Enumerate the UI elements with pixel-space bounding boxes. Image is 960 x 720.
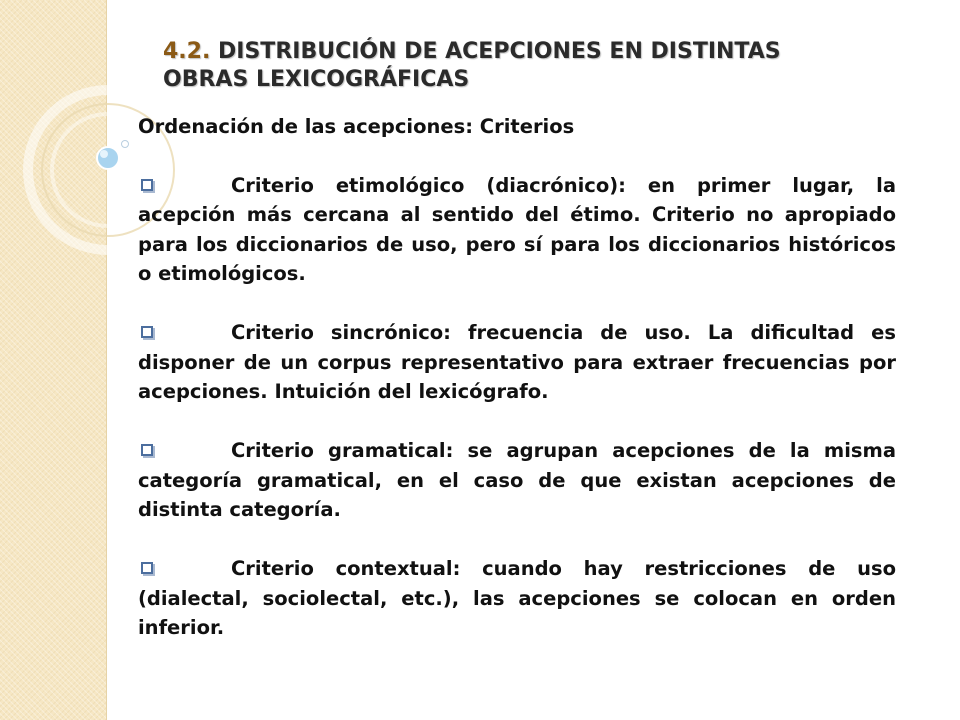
title-line-1-text: DISTRIBUCIÓN DE ACEPCIONES EN DISTINTAS (218, 39, 781, 64)
checkbox-square-icon (141, 444, 153, 456)
criterion-text: Criterio contextual: cuando hay restricciones de uso (dialectal, sociolectal, etc.), las acepciones se colocan en orden inferior. (138, 557, 896, 639)
page-title (163, 38, 863, 94)
checkbox-square-icon (141, 179, 153, 191)
subtitle: Ordenación de las acepciones: Criterios (138, 115, 575, 138)
criterion-gramatical (138, 436, 896, 525)
title-number: 4.2. (163, 39, 211, 64)
criterion-text: Criterio etimológico (diacrónico): en primer lugar, la acepción más cercana al sentido del étimo. Criterio no apropiado para los diccionarios de uso, pero sí para los diccionarios históricos o etimológicos. (138, 173, 896, 285)
criterion-sincronico (138, 318, 896, 407)
checkbox-square-icon (141, 562, 153, 574)
title-line-1 (163, 38, 863, 66)
slide-content (138, 112, 896, 672)
decorative-sidebar (0, 0, 107, 720)
criterion-text: Criterio sincrónico: frecuencia de uso. La dificultad es disponer de un corpus representativo para extraer frecuencias por acepciones. Intuición del lexicógrafo. (138, 321, 896, 403)
title-line-2: OBRAS LEXICOGRÁFICAS (163, 67, 470, 92)
criterion-etimologico (138, 171, 896, 289)
criterion-text: Criterio gramatical: se agrupan acepciones de la misma categoría gramatical, en el caso de que existan acepciones de distinta categoría. (138, 439, 896, 521)
checkbox-square-icon (141, 326, 153, 338)
criterion-contextual (138, 554, 896, 643)
